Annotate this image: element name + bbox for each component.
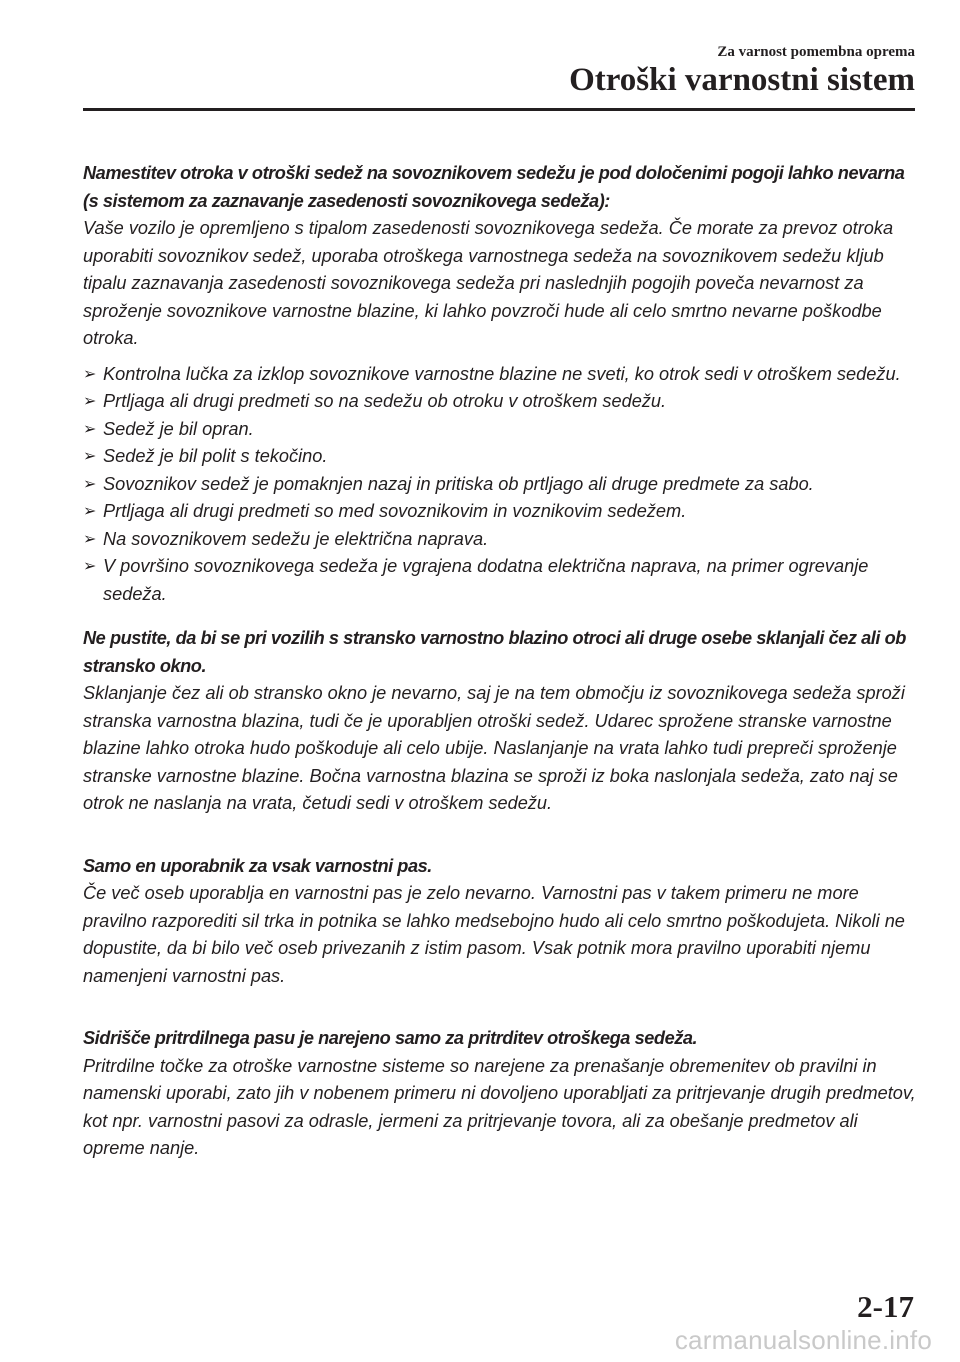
list-item: [83, 416, 919, 444]
list-item: [83, 361, 919, 389]
arrow-bullet-icon: ➢: [83, 393, 97, 410]
warning-block-passenger-seat: [83, 160, 919, 608]
header-rule: [83, 108, 915, 111]
list-item-text: Sovoznikov sedež je pomaknjen nazaj in pritiska ob prtljago ali druge predmete za sabo.: [103, 473, 814, 494]
arrow-bullet-icon: ➢: [83, 530, 97, 548]
arrow-bullet-icon: ➢: [83, 448, 97, 465]
warning-block-seat-belt: [83, 853, 919, 991]
warning-title: Sidrišče pritrdilnega pasu je narejeno samo za pritrditev otroškega sedeža.: [83, 1028, 698, 1048]
arrow-bullet-icon: ➢: [83, 420, 97, 438]
list-item: [83, 526, 919, 554]
arrow-bullet-icon: ➢: [83, 558, 97, 575]
page-number: 2-17: [857, 1289, 914, 1324]
watermark: carmanualsonline.info: [674, 1325, 932, 1355]
list-item-text: Prtljaga ali drugi predmeti so med sovoznikovim in voznikovim sedežem.: [103, 501, 687, 521]
page-title: Otroški varnostni sistem: [569, 62, 915, 98]
warning-block-tether-anchor: [83, 1025, 919, 1163]
list-item: [83, 553, 919, 608]
warning-body: Pritrdilne točke za otroške varnostne sisteme so narejene za prenašanje obremenitev ob pravilni in namenski uporabi, zato jih v nobenem primeru ni dovoljeno uporabljati za pritrjevanje drugih predmetov, kot npr. varnostni pasovi za odrasle, jermeni za pritrjevanje tovora, ali za obešanje predmetov ali opreme nanje.: [83, 1055, 916, 1158]
list-item: [83, 471, 919, 499]
list-item-text: Kontrolna lučka za izklop sovoznikove varnostne blazine ne sveti, ko otrok sedi v otroškem sedežu.: [103, 363, 901, 384]
list-item-text: Prtljaga ali drugi predmeti so na sedežu ob otroku v otroškem sedežu.: [103, 391, 667, 411]
list-item: [83, 443, 919, 471]
arrow-bullet-icon: ➢: [83, 365, 97, 383]
list-item-text: Sedež je bil opran.: [103, 418, 254, 439]
page-content: [83, 160, 919, 1163]
warning-title: Ne pustite, da bi se pri vozilih s stransko varnostno blazino otroci ali druge osebe sklanjali čez ali ob stransko okno.: [83, 628, 906, 676]
warning-body: Če več oseb uporablja en varnostni pas je zelo nevarno. Varnostni pas v takem primeru ne more pravilno razporediti sil trka in potnika se lahko medsebojno hudo ali celo smrtno poškodujeta. Nikoli ne dopustite, da bi bilo več oseb privezanih z istim pasom. Vsak potnik mora pravilno uporabiti njemu namenjeni varnostni pas.: [83, 883, 905, 986]
arrow-bullet-icon: ➢: [83, 475, 97, 493]
condition-list: [83, 361, 919, 609]
arrow-bullet-icon: ➢: [83, 503, 97, 520]
list-item: [83, 388, 919, 416]
list-item: [83, 498, 919, 526]
warning-title: Samo en uporabnik za vsak varnostni pas.: [83, 855, 432, 876]
list-item-text: Na sovoznikovem sedežu je električna naprava.: [103, 528, 489, 549]
warning-body: Sklanjanje čez ali ob stransko okno je nevarno, saj je na tem območju iz sovoznikovega sedeža sproži stranska varnostna blazina, tudi če je uporabljen otroški sedež. Udarec sprožene stranske varnostne blazine lahko otroka hudo poškoduje ali celo ubije. Naslanjanje na vrata lahko tudi prepreči sproženje stranske varnostne blazine. Bočna varnostna blazina se sproži iz boka naslonjala sedeža, zato naj se otrok ne naslanja na vrata, četudi sedi v otroškem sedežu.: [83, 683, 905, 813]
warning-body: Vaše vozilo je opremljeno s tipalom zasedenosti sovoznikovega sedeža. Če morate za prevoz otroka uporabiti sovoznikov sedež, uporaba otroškega varnostnega sedeža na sovoznikovem sedežu kljub tipalu zaznavanja zasedenosti sovoznikovega sedeža pri naslednjih pogojih poveča nevarnost za sproženje sovoznikove varnostne blazine, ki lahko povzroči hude ali celo smrtno nevarne poškodbe otroka.: [83, 218, 894, 348]
warning-block-side-window: [83, 625, 919, 818]
list-item-text: V površino sovoznikovega sedeža je vgrajena dodatna električna naprava, na primer ogrevanje sedeža.: [103, 556, 869, 604]
warning-title: Namestitev otroka v otroški sedež na sovoznikovem sedežu je pod določenimi pogoji lahko nevarna (s sistemom za zaznavanje zasedenosti sovoznikovega sedeža):: [83, 163, 905, 211]
page-header: [0, 0, 960, 120]
list-item-text: Sedež je bil polit s tekočino.: [103, 446, 328, 466]
section-label: Za varnost pomembna oprema: [717, 44, 915, 60]
